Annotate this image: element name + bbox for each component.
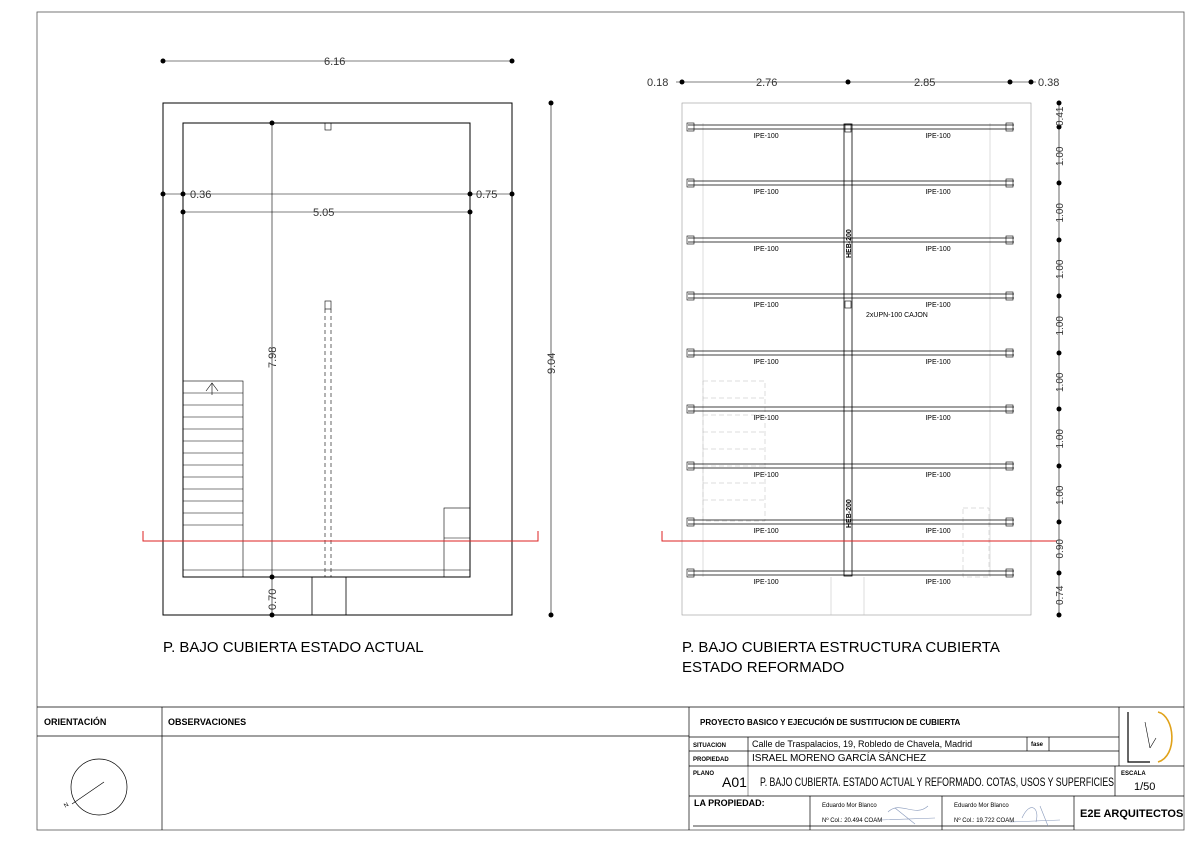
dim-dot (1057, 351, 1062, 356)
ipe-label: IPE-100 (925, 133, 951, 140)
staircase (183, 381, 243, 577)
right-plan-outline (682, 103, 1031, 615)
dim-right-label: 1.00 (1055, 372, 1066, 392)
dim-dot (1057, 294, 1062, 299)
ipe-beam-row (687, 292, 1014, 309)
architect1-name: Eduardo Mor Blanco (822, 803, 877, 809)
north-label: N (63, 802, 71, 810)
ipe-beam-row (687, 462, 1014, 479)
dim-top-1: 0.18 (647, 77, 669, 89)
dim-right-label: 1.00 (1055, 316, 1066, 336)
dim-left-wall: 0.36 (190, 189, 212, 201)
heb-label-2: HEB-200 (846, 499, 853, 528)
section-line-left (143, 531, 538, 541)
heb-label-1: HEB-200 (846, 229, 853, 258)
dim-dot (1057, 238, 1062, 243)
situacion-value: Calle de Traspalacios, 19, Robledo de Chavela, Madrid (752, 739, 973, 749)
ipe-beam-row (687, 123, 1014, 140)
left-plan-title: P. BAJO CUBIERTA ESTADO ACTUAL (163, 639, 424, 656)
escala-label: ESCALA (1121, 771, 1146, 777)
ipe-label: IPE-100 (925, 579, 951, 586)
ipe-label: IPE-100 (753, 246, 779, 253)
inner-wall (183, 123, 470, 577)
architect2-name: Eduardo Mor Blanco (954, 803, 1009, 809)
ipe-beam-row (687, 569, 1014, 586)
right-plan-vertical-dim-labels (1055, 106, 1066, 605)
dim-dot (1057, 571, 1062, 576)
dim-right-label: 1.00 (1055, 146, 1066, 166)
ipe-label: IPE-100 (753, 579, 779, 586)
dim-right-label: 1.00 (1055, 485, 1066, 505)
ipe-label: IPE-100 (925, 472, 951, 479)
ipe-beam-row (687, 349, 1014, 366)
ipe-label: IPE-100 (753, 415, 779, 422)
dim-top-2: 2.76 (756, 77, 778, 89)
left-plan-dim-dots (161, 59, 554, 618)
situacion-label: SITUACION (693, 743, 726, 749)
ipe-label: IPE-100 (925, 246, 951, 253)
ipe-label: IPE-100 (753, 359, 779, 366)
plano-label: PLANO (693, 771, 714, 777)
dim-inner-width: 5.05 (313, 207, 335, 219)
signature-2 (1010, 806, 1060, 826)
propiedad-value: ISRAEL MORENO GARCÍA SÁNCHEZ (752, 753, 927, 764)
right-plan-title-line1: P. BAJO CUBIERTA ESTRUCTURA CUBIERTA (682, 639, 1000, 656)
dim-dot (1057, 464, 1062, 469)
dim-right-label: 0.41 (1055, 106, 1066, 126)
dim-right-label: 1.00 (1055, 429, 1066, 449)
right-plan-title-line2: ESTADO REFORMADO (682, 659, 845, 676)
ipe-beam-row (687, 405, 1014, 422)
bottom-opening (312, 577, 346, 615)
ipe-label: IPE-100 (925, 359, 951, 366)
signature-1 (880, 806, 935, 824)
ipe-label: IPE-100 (753, 133, 779, 140)
ipe-label: IPE-100 (925, 189, 951, 196)
plano-title: P. BAJO CUBIERTA. ESTADO ACTUAL Y REFORMADO. COTAS, USOS Y SUPERFICIES (760, 775, 1114, 789)
dim-overall-width: 6.16 (324, 56, 346, 68)
escala-value: 1/50 (1134, 781, 1156, 793)
fase-label: fase (1031, 742, 1044, 748)
propiedad-label: PROPIEDAD (693, 757, 729, 763)
ipe-label: IPE-100 (753, 302, 779, 309)
dim-inner-height: 7.98 (267, 346, 279, 368)
dim-right-label: 0.74 (1055, 585, 1066, 605)
ipe-label: IPE-100 (925, 415, 951, 422)
dim-right-label: 0.90 (1055, 539, 1066, 559)
firm-logo (1128, 712, 1172, 762)
north-arrow (72, 782, 104, 804)
ipe-label: IPE-100 (925, 302, 951, 309)
ipe-label: IPE-100 (753, 472, 779, 479)
plano-code: A01 (722, 774, 747, 790)
dim-dot (1057, 613, 1062, 618)
dim-dot (1057, 181, 1062, 186)
dim-right-label: 1.00 (1055, 203, 1066, 223)
firm-name: E2E ARQUITECTOS (1080, 808, 1184, 820)
dim-top-4: 0.38 (1038, 77, 1060, 89)
dim-dot (1057, 407, 1062, 412)
project-title: PROYECTO BASICO Y EJECUCIÓN DE SUSTITUCION DE CUBIERTA (700, 718, 961, 727)
dim-right-label: 1.00 (1055, 259, 1066, 279)
dim-bottom: 0.70 (267, 588, 279, 610)
north-circle (71, 759, 127, 815)
dim-overall-height: 9.04 (546, 352, 558, 374)
ipe-label: IPE-100 (753, 528, 779, 535)
orientation-label: ORIENTACIÓN (44, 717, 107, 727)
ipe-label: IPE-100 (925, 528, 951, 535)
architect2-col: Nº Col.: 19.722 COAM (954, 818, 1015, 824)
observations-label: OBSERVACIONES (168, 717, 247, 727)
dim-right-wall: 0.75 (476, 189, 498, 201)
dim-dot (1057, 101, 1062, 106)
dim-dot (1057, 520, 1062, 525)
right-plan (682, 103, 1031, 615)
section-line-right (662, 531, 1057, 541)
la-propiedad-label: LA PROPIEDAD: (694, 798, 765, 808)
left-plan (163, 103, 512, 615)
upn-label: 2xUPN-100 CAJON (866, 312, 928, 319)
dim-top-3: 2.85 (914, 77, 936, 89)
left-plan-dimensions (163, 61, 551, 615)
ipe-beam-row (687, 179, 1014, 196)
architect1-col: Nº Col.: 20.494 COAM (822, 818, 883, 824)
ipe-label: IPE-100 (753, 189, 779, 196)
